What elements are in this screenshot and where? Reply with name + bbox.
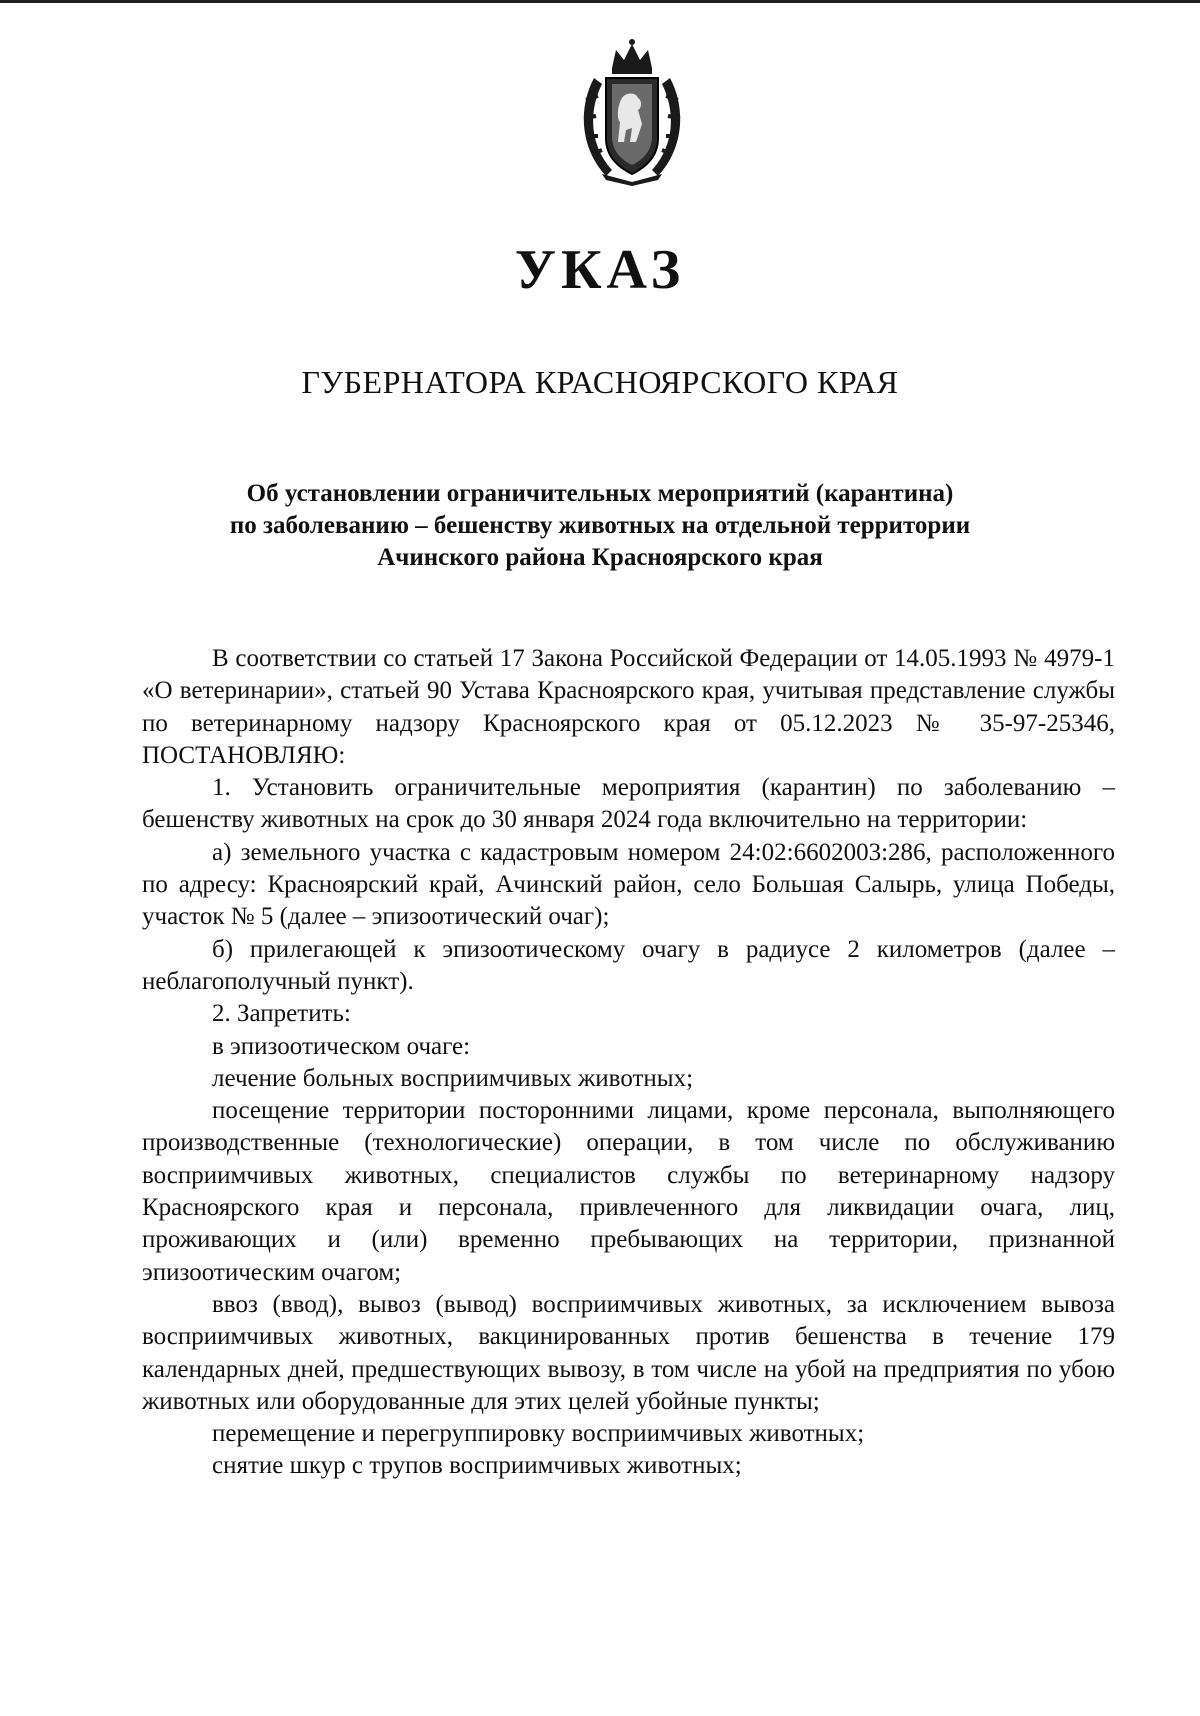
paragraph-ban-skinning: снятие шкур с трупов восприимчивых животных; [212,1452,742,1480]
paragraph-item-1: 1. Установить ограничительные мероприятия (карантин) по заболеванию – бешенству животных на срок до 30 января 2024 года включительно на территории: [142,774,1115,834]
decree-title: УКАЗ [514,239,686,301]
paragraph-preamble: В соответствии со статьей 17 Закона Российской Федерации от 14.05.1993 № 4979-1 «О ветеринарии», статьей 90 Устава Красноярского края, учитывая представление службы по ветеринарному надзору Красноярского края от 05.12.2023 № 35-97-25346, ПОСТАНОВЛЯЮ: [142,645,1115,769]
paragraph-item-1b: б) прилегающей к эпизоотическому очагу в радиусе 2 километров (далее – неблагополучный пункт). [142,935,1115,995]
decree-subject [160,478,1040,574]
paragraph-ban-treatment: лечение больных восприимчивых животных; [212,1064,694,1092]
paragraph-focus-heading: в эпизоотическом очаге: [212,1032,471,1060]
subject-line-1: Об установлении ограничительных мероприятий (карантина) [246,480,954,507]
paragraph-item-2: 2. Запретить: [212,1000,351,1028]
top-border-line [0,0,1200,3]
paragraph-ban-regrouping: перемещение и перегруппировку восприимчивых животных; [212,1420,865,1448]
issuer-title: ГУБЕРНАТОРА КРАСНОЯРСКОГО КРАЯ [301,364,899,400]
paragraph-ban-transport: ввоз (ввод), вывоз (вывод) восприимчивых животных, за исключением вывоза восприимчивых животных, вакцинированных против бешенства в течение 179 календарных дней, предшествующих вывозу, в том числе на убой на предприятия по убою животных или оборудованные для этих целей убойные пункты; [142,1290,1115,1415]
subject-line-3: Ачинского района Красноярского края [377,544,823,571]
subject-line-2: по заболеванию – бешенству животных на отдельной территории [229,512,971,539]
paragraph-ban-visits: посещение территории посторонними лицами, кроме персонала, выполняющего производственные (технологические) операции, в том числе по обслуживанию восприимчивых животных, специалистов службы по ветеринарному надзору Красноярского края и персонала, привлеченного для ликвидации очага, лиц, проживающих и (или) временно пребывающих на территории, признанной эпизоотическим очагом; [142,1097,1115,1286]
decree-body [142,643,1115,1483]
coat-of-arms-emblem [572,38,692,186]
paragraph-item-1a: а) земельного участка с кадастровым номером 24:02:6602003:286, расположенного по адресу: Красноярский край, Ачинский район, село Большая Салырь, улица Победы, участок № 5 (далее – эпизоотический очаг); [142,838,1115,931]
